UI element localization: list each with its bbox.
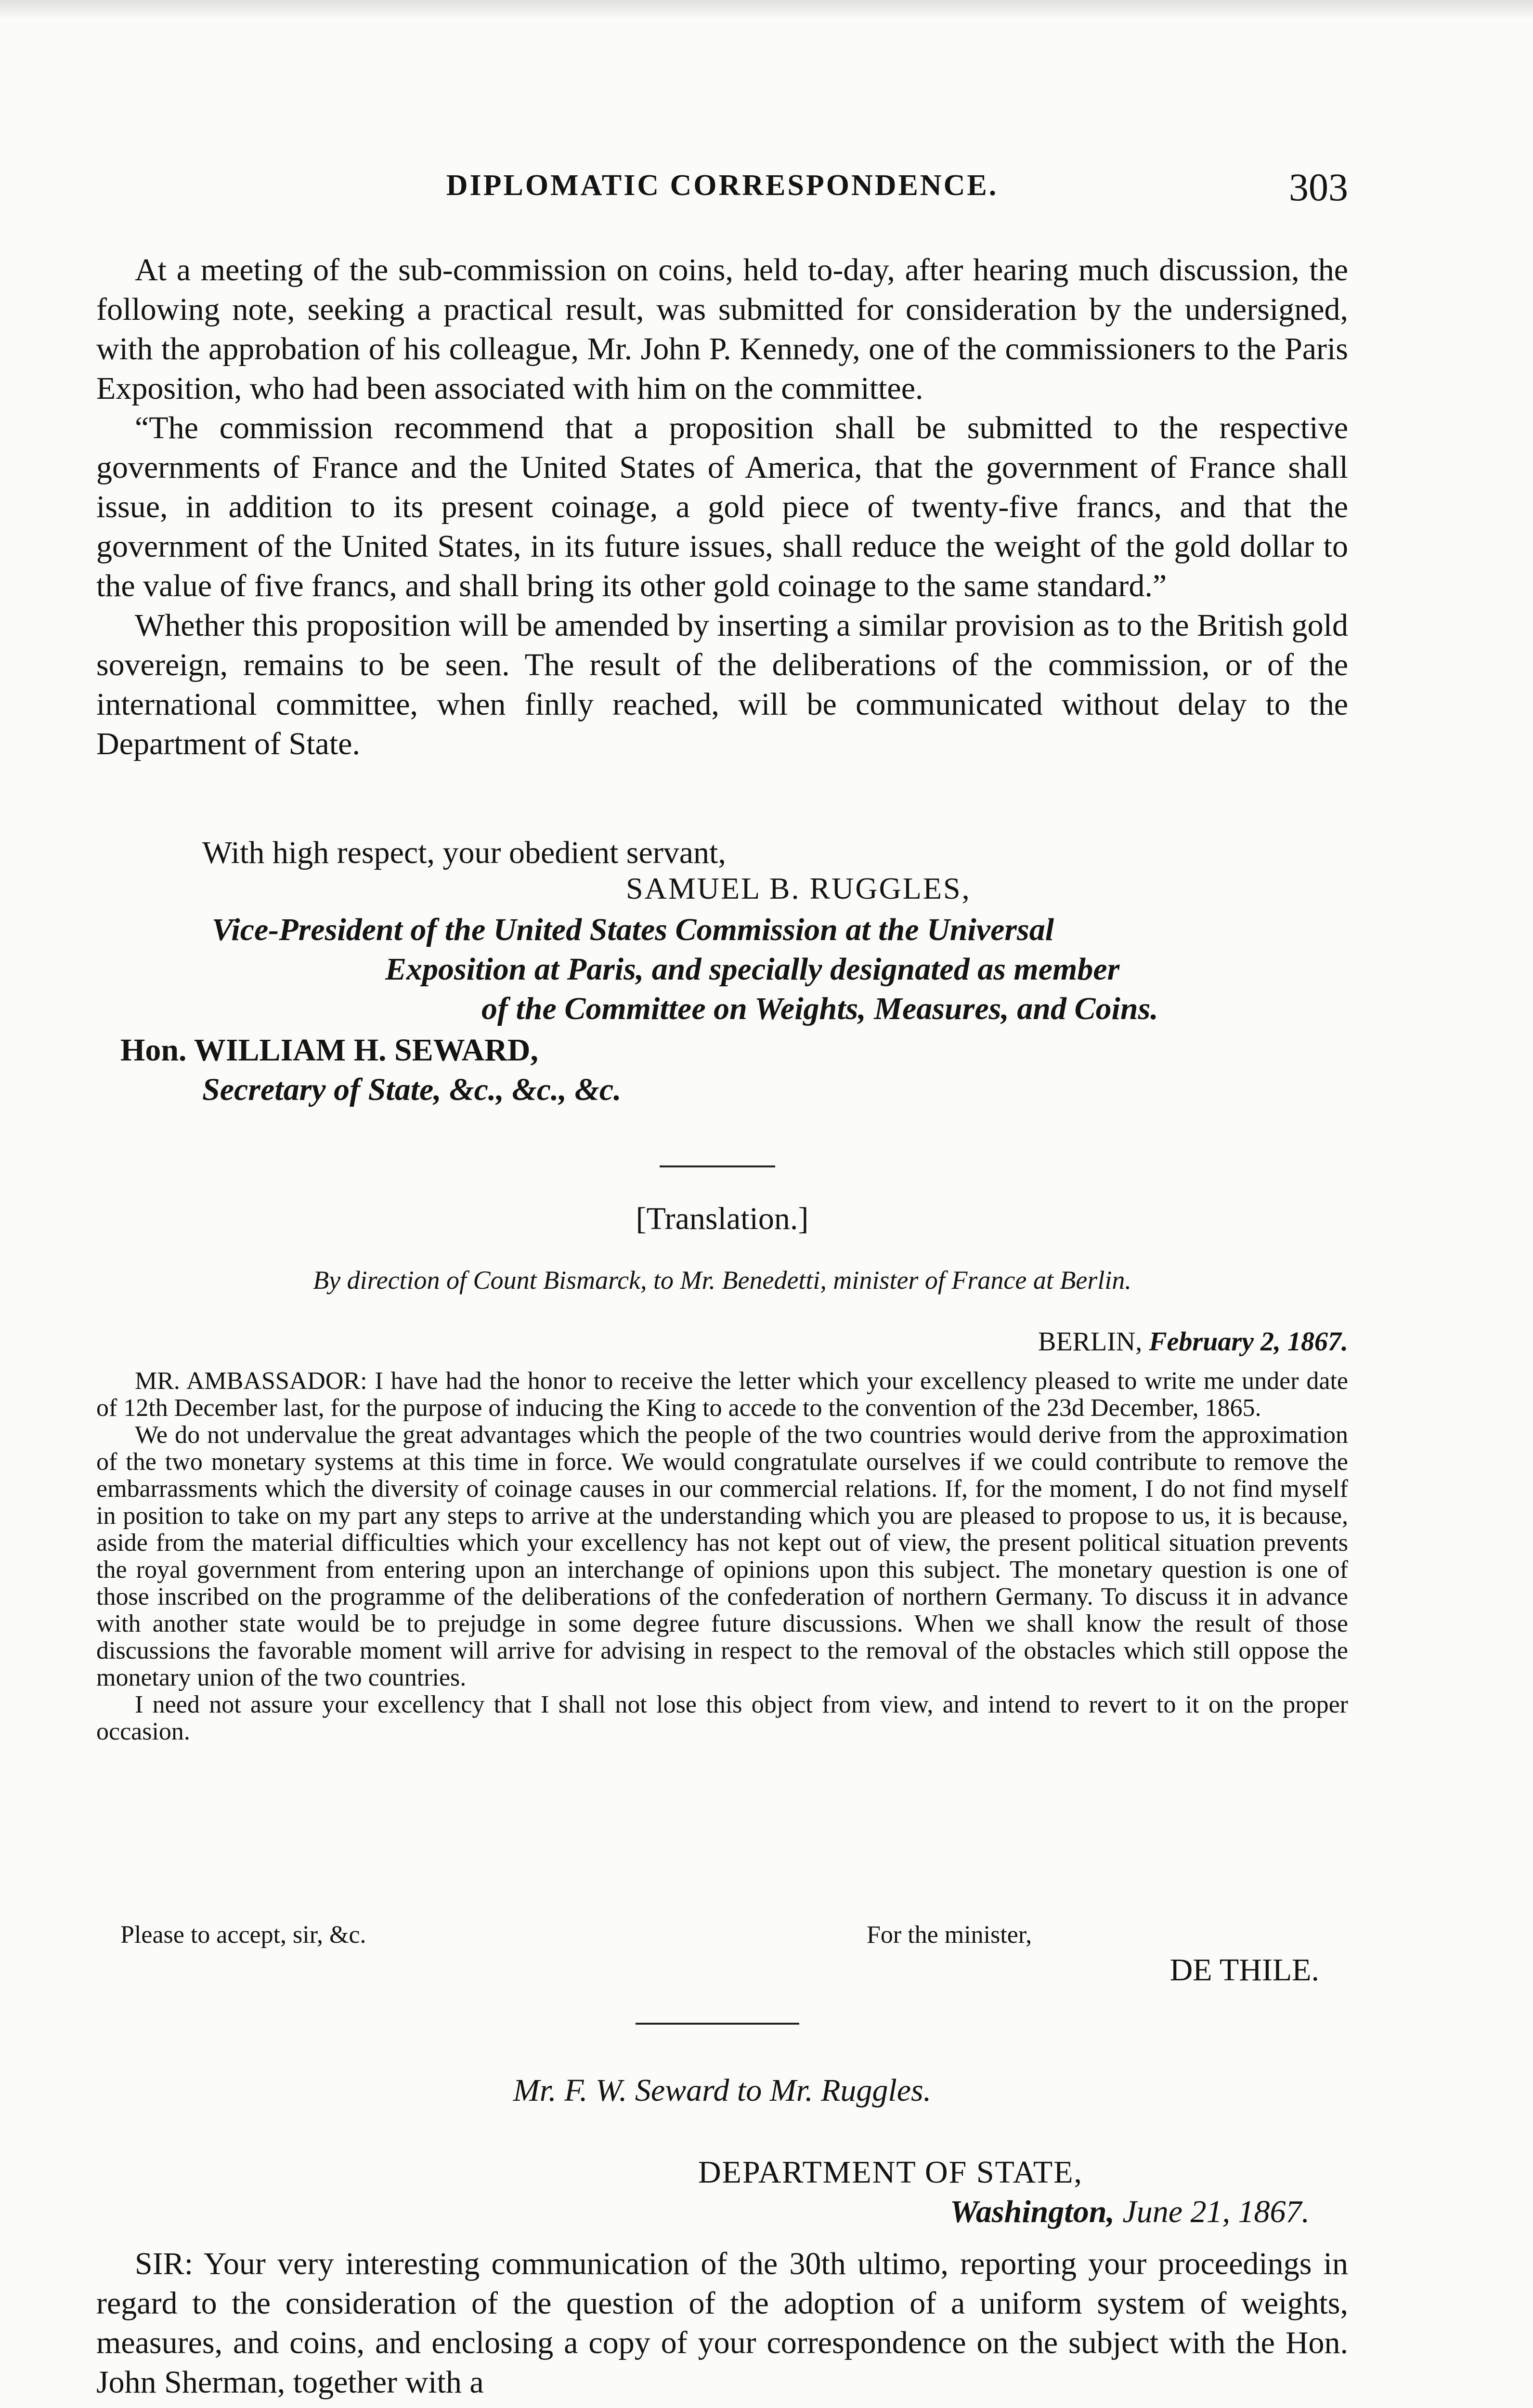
letter3-body [96, 2244, 1348, 2402]
letter1-paragraph-1: At a meeting of the sub-commission on coins, held to-day, after hearing much discussion, the following note, seeking a practical result, was submitted for consideration by the undersigned, with the approbation of his colleague, Mr. John P. Kennedy, one of the commissioners to the Paris Exposition, who had been associated with him on the committee. [96, 252, 1348, 406]
letter1-signer: SAMUEL B. RUGGLES, [626, 871, 971, 905]
letter2-paragraph-3: I need not assure your excellency that I shall not lose this object from view, and intend to revert to it on the proper occasion. [96, 1691, 1348, 1745]
letter1-addressee: Hon. WILLIAM H. SEWARD, [120, 1033, 538, 1068]
letter3-paragraph-1: SIR: Your very interesting communication of the 30th ultimo, reporting your proceedings in regard to the consideration of the question of the adoption of a uniform system of weights, measures, and coins, and enclosing a copy of your correspondence on the subject with the Hon. John Sherman, together with a [96, 2246, 1348, 2400]
section-rule-2 [636, 2023, 799, 2025]
translation-label: [Translation.] [636, 1201, 809, 1236]
letter3-heading: Mr. F. W. Seward to Mr. Ruggles. [513, 2073, 932, 2108]
letter2-body [96, 1368, 1348, 1745]
letter2-paragraph-2: We do not undervalue the great advantages which the people of the two countries would derive from the approximation of the two monetary systems at this time in force. We would congratulate ourselves if we could contribute to remove the embarrassments which the diversity of coinage causes in our commercial relations. If, for the moment, I do not find myself in position to take on my part any steps to arrive at the understanding which you are pleased to propose to us, it is because, aside from the material difficulties which your excellency has not kept out of view, the present political situation prevents the royal government from entering upon an interchange of opinions upon this subject. The monetary question is one of those inscribed on the programme of the deliberations of the confederation of northern Germany. To discuss it in advance with another state would be to prejudge in some degree future discussions. When we shall know the result of those discussions the favorable moment will arrive for advising in respect to the removal of the obstacles which still oppose the monetary union of the two countries. [96, 1421, 1348, 1691]
letter1-signer-title [212, 910, 1348, 1029]
letter3-date: June 21, 1867. [1122, 2194, 1310, 2229]
scan-edge [0, 0, 1533, 19]
letter1-addressee-title: Secretary of State, &c., &c., &c. [202, 1072, 622, 1107]
letter1-body [96, 250, 1348, 764]
section-rule-1 [660, 1165, 775, 1167]
signer-title-line-2: Exposition at Paris, and specially designated as member [385, 952, 1120, 987]
letter1-paragraph-2: “The commission recommend that a proposition shall be submitted to the respective governments of France and the United States of America, that the government of France shall issue, in addition to its present coinage, a gold piece of twenty-five francs, and that the government of the United States, in its future issues, shall reduce the weight of the gold dollar to the value of five francs, and shall bring its other gold coinage to the same standard.” [96, 410, 1348, 603]
letter2-heading: By direction of Count Bismarck, to Mr. Benedetti, minister of France at Berlin. [313, 1266, 1131, 1295]
page-number: 303 [1289, 165, 1348, 209]
page-header [96, 165, 1348, 212]
letter2-date: February 2, 1867. [1149, 1327, 1348, 1357]
letter2-signer: DE THILE. [1169, 1952, 1319, 1988]
letter3-dept: DEPARTMENT OF STATE, [698, 2155, 1083, 2190]
letter1-paragraph-3: Whether this proposition will be amended by inserting a similar provision as to the British gold sovereign, remains to be seen. The result of the deliberations of the commission, or of the international committee, when finlly reached, will be communicated without delay to the Department of State. [96, 608, 1348, 761]
letter2-dateline [722, 1328, 1348, 1355]
letter1-closing: With high respect, your obedient servant, [202, 835, 726, 870]
letter3-dateline [722, 2192, 1310, 2232]
signer-title-line-3: of the Committee on Weights, Measures, and Coins. [481, 991, 1158, 1026]
letter2-place: BERLIN, [1038, 1327, 1143, 1357]
signer-title-line-1: Vice-President of the United States Commission at the Universal [212, 912, 1054, 947]
letter2-closing-right: For the minister, [867, 1921, 1032, 1949]
letter2-closing-left: Please to accept, sir, &c. [120, 1921, 366, 1949]
letter2-paragraph-1: MR. AMBASSADOR: I have had the honor to receive the letter which your excellency pleased to write me under date of 12th December last, for the purpose of inducing the King to accede to the convention of the 23d December, 1865. [96, 1367, 1348, 1422]
letter3-place: Washington, [950, 2194, 1115, 2229]
running-title: DIPLOMATIC CORRESPONDENCE. [446, 169, 999, 202]
